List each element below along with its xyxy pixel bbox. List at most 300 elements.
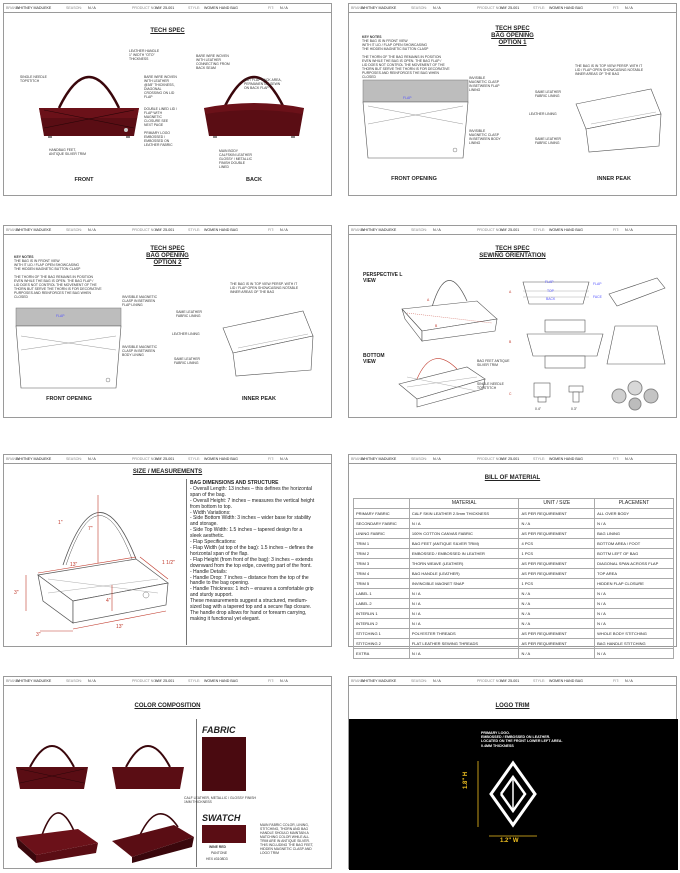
logo-desc-line: LOCATED ON THE FRONT LOWER LEFT AREA. (481, 739, 563, 744)
logo-desc-line: EMBOSSED / EMBOSSED ON LEATHER. (481, 735, 551, 740)
note-line: LID DOES NOT CONTROL THE MOVEMENT OF THE (14, 283, 97, 287)
fit-key: FIT: (613, 679, 619, 683)
product-key: PRODUCT NO.: (477, 6, 504, 10)
label-leather-lining: LEATHER LINING (529, 112, 557, 116)
table-cell: N / A (595, 599, 674, 609)
product-key: PRODUCT NO.: (132, 457, 159, 461)
dim-side-height: 3" (14, 590, 19, 596)
bom-header-cell: UNIT / SIZE (519, 499, 595, 509)
product-value: WM' 25-001 (155, 679, 175, 683)
fabric-sample (202, 737, 246, 791)
dim-foot-height: 0.3" (571, 407, 577, 411)
perspective-bag-sketch (397, 269, 502, 344)
swatch-color-name: WINE RED (209, 845, 226, 849)
marker-a: A (427, 298, 430, 302)
sheet-subtitle: SEWING ORIENTATION (479, 253, 546, 259)
bom-header-row (354, 499, 674, 509)
table-cell: 1 PCS (519, 549, 595, 559)
label-logo: PRIMARY LOGO EMBOSSED / EMBOSSED ON LEATHER FABRIC (144, 131, 173, 147)
measurement-line: - Width Variations: (190, 509, 231, 516)
dim-foot-width: 0.4" (535, 407, 541, 411)
bottom-bag-sketch (397, 349, 487, 409)
season-value: N / A (433, 6, 441, 10)
label-invisible-clasp: INVISIBLE MAGNETIC CLASP IN BETWEEN FLAP LINING (122, 295, 158, 307)
note-line: WITH IT LID / FLAP OPEN SHOWCASING (14, 263, 80, 267)
measurement-line: span of the bag. (190, 491, 226, 498)
sheet-title: TECH SPEC (150, 28, 185, 34)
table-cell: FLAT LEATHER SEWING THREADS (409, 639, 519, 649)
label-pattern-flap: FLAP (545, 280, 554, 284)
sheet-logo-trim (348, 676, 677, 869)
table-cell: TOP AREA (595, 569, 674, 579)
logo-height-dimension (475, 759, 481, 829)
sheet-tech-spec (3, 3, 332, 196)
measurement-line: - Handle Thickness: 1 inch – ensures a comfortable grip (190, 586, 314, 593)
sheet-header (4, 4, 331, 13)
measurement-line: horizontal span of the flap. (190, 550, 249, 557)
fit-key: FIT: (268, 679, 274, 683)
table-cell: N / A (595, 609, 674, 619)
product-value: WM' 25-001 (500, 6, 520, 10)
style-value: WOMEN HAND BAG (549, 679, 583, 683)
dim-side-width: 3" (36, 632, 41, 638)
style-value: WOMEN HAND BAG (549, 228, 583, 232)
season-value: N / A (433, 679, 441, 683)
note-line: THE THORN OF THE BAG REMAINS IN POSITION (14, 275, 93, 279)
season-value: N / A (88, 6, 96, 10)
style-value: WOMEN HAND BAG (204, 228, 238, 232)
brand-value: WHITNEY MADUEKE (16, 6, 52, 10)
table-cell: N / A (595, 589, 674, 599)
note-line: THE THORN OF THE BAG REMAINS IN POSITION (362, 55, 441, 59)
table-cell: N / A (409, 519, 519, 529)
marker-b-pattern: B (509, 340, 512, 344)
measurement-line: and storage. (190, 521, 218, 528)
table-cell: N / A (409, 619, 519, 629)
brand-value: WHITNEY MADUEKE (361, 6, 397, 10)
note-line: KEY NOTES (14, 255, 34, 259)
season-value: N / A (88, 228, 96, 232)
label-flap: FLAP (403, 96, 412, 100)
label-same-leather: SAME LEATHER FABRIC LINING (535, 90, 561, 98)
caption-bottom-view: BOTTOM VIEW (363, 353, 385, 365)
note-line: THE HIDDEN MAGNETIC BUTTON CLASP (362, 47, 429, 51)
fit-value: N / A (625, 228, 633, 232)
note-line: THE BAG IS IN FRONT VIEW (362, 39, 408, 43)
product-key: PRODUCT NO.: (132, 6, 159, 10)
brand-key: BRAND: (6, 679, 20, 683)
product-value: WM' 25-001 (500, 228, 520, 232)
brand-value: WHITNEY MADUEKE (361, 228, 397, 232)
label-inner-note: THE BAG IS IN TOP VIEW PERSP. WITH IT LID / FLAP OPEN SHOWCASING NOTABLE INNER AREAS OF THE BAG (230, 282, 299, 294)
note-line: LID DOES NOT CONTROL THE MOVEMENT OF THE (362, 63, 445, 67)
note-line: CLOSED (14, 295, 28, 299)
style-key: STYLE: (533, 228, 546, 232)
season-key: SEASON: (66, 6, 82, 10)
fit-key: FIT: (613, 457, 619, 461)
fabric-heading: FABRIC (202, 725, 236, 735)
table-cell: N / A (595, 649, 674, 659)
sheet-header (4, 677, 331, 686)
measurement-line: - Handle Details: (190, 568, 227, 575)
product-key: PRODUCT NO.: (132, 228, 159, 232)
table-cell: 100% COTTON CANVAS FABRIC (409, 529, 519, 539)
fit-value: N / A (625, 6, 633, 10)
table-cell: N / A (409, 609, 519, 619)
color-bag-back (108, 737, 188, 793)
label-double-lined: DOUBLE LINED LID / FLAP WITH MAGNETIC CLOSURE SEE NEXT PAGE (144, 107, 177, 127)
label-invisible-clasp-body: INVISIBLE MAGNETIC CLASP IN BETWEEN BODY LINING (122, 345, 158, 357)
table-cell: TRIM 1 (354, 539, 410, 549)
fit-value: N / A (280, 228, 288, 232)
dim-handle-thickness: 1" (58, 520, 63, 526)
label-feet: HANDBAG FEET, ANTIQUE SILVER TRIM (49, 148, 86, 156)
style-key: STYLE: (533, 457, 546, 461)
table-row (354, 599, 674, 609)
measurement-bag-sketch (18, 483, 178, 643)
style-key: STYLE: (533, 679, 546, 683)
note-line: KEY NOTES (362, 35, 382, 39)
label-needle: SINGLE NEEDLE TOPSTITCH (477, 382, 504, 390)
fabric-description: CALF LEATHER, METALLIC / GLOSSY FINISH 1MM THICKNESS (184, 796, 256, 804)
measurement-line: downward from the top edge, covering part of the front. (190, 562, 312, 569)
table-cell: 4 PCS (519, 539, 595, 549)
swatch-hex: HEX #3108D3 (206, 857, 228, 861)
style-value: WOMEN HAND BAG (549, 457, 583, 461)
sheet-sewing-orientation (348, 225, 677, 418)
table-cell: AS PER REQUIREMENT (519, 509, 595, 519)
bom-header-cell (354, 499, 410, 509)
table-cell: AS PER REQUIREMENT (519, 629, 595, 639)
measurement-line: from bottom to top. (190, 503, 232, 510)
bom-header-cell: PLACEMENT (595, 499, 674, 509)
table-cell: LINING FABRIC (354, 529, 410, 539)
label-leather-lining: LEATHER LINING (172, 332, 200, 336)
label-handle: LEATHER HANDLE 1" WIDTH "OTO" THICKNESS (129, 49, 160, 61)
inner-peak-illustration (571, 84, 666, 154)
sheet-title: TECH SPEC (495, 246, 530, 252)
measurement-line: - Side Top Width: 1.5 inches – tapered design for a (190, 527, 303, 534)
sheet-option: OPTION 2 (153, 260, 182, 266)
table-cell: INTERLIN 1 (354, 609, 410, 619)
bom-table (353, 498, 674, 659)
dim-handle-drop: 7" (88, 526, 93, 532)
note-line: CLOSED (362, 75, 376, 79)
caption-perspective-view: PERSPECTIVE L VIEW (363, 272, 403, 284)
table-row (354, 549, 674, 559)
fit-key: FIT: (613, 6, 619, 10)
label-invisible-clasp: INVISIBLE MAGNETIC CLASP IN BETWEEN FLAP LINING (469, 76, 500, 92)
dim-flap-width: 1 1/2" (162, 560, 175, 566)
product-key: PRODUCT NO.: (477, 457, 504, 461)
table-row (354, 619, 674, 629)
measurement-line: and sturdy support. (190, 592, 233, 599)
season-key: SEASON: (66, 679, 82, 683)
label-pattern-face: FACE (593, 295, 602, 299)
caption-inner-peak: INNER PEAK (597, 176, 631, 182)
table-cell: LABEL 1 (354, 589, 410, 599)
style-value: WOMEN HAND BAG (204, 679, 238, 683)
table-cell: AS PER REQUIREMENT (519, 639, 595, 649)
fit-key: FIT: (268, 6, 274, 10)
measurement-heading: BAG DIMENSIONS AND STRUCTURE (190, 480, 279, 486)
label-pattern-top: TOP (547, 289, 554, 293)
brand-value: WHITNEY MADUEKE (361, 679, 397, 683)
sheet-title: BILL OF MATERIAL (484, 475, 541, 481)
table-cell: N / A (519, 519, 595, 529)
table-cell: TRIM 3 (354, 559, 410, 569)
note-line: THORN BUT SERVE THE THORN IS FOR DECORATIVE (14, 287, 102, 291)
table-cell: BAG HANDLE (LEATHER) (409, 569, 519, 579)
measurement-line: - Flap Width (at top of the bag): 1.5 inches – defines the (190, 544, 314, 551)
table-row (354, 639, 674, 649)
table-cell: LABEL 2 (354, 599, 410, 609)
measurement-line: - Handle Drop: 7 inches – distance from the top of the (190, 574, 309, 581)
table-row (354, 509, 674, 519)
note-line: THE BAG IS IN FRONT VIEW (14, 259, 60, 263)
product-key: PRODUCT NO.: (477, 679, 504, 683)
sheet-bag-opening-2 (3, 225, 332, 418)
table-row (354, 609, 674, 619)
table-cell: INVINCIBLE MAGNET SNAP (409, 579, 519, 589)
product-value: WM' 25-001 (155, 228, 175, 232)
measurement-line: handle to the bag opening. (190, 580, 250, 587)
logo-desc-line: 0.4MM THICKNESS (481, 743, 514, 748)
sheet-header (4, 455, 331, 464)
color-bag-perspective (12, 805, 102, 865)
table-row (354, 519, 674, 529)
season-key: SEASON: (411, 457, 427, 461)
table-cell: TRIM 4 (354, 569, 410, 579)
sheet-header (349, 677, 676, 686)
table-cell: WHOLE BODY STITCHING (595, 629, 674, 639)
table-cell: N / A (595, 519, 674, 529)
measurement-line: - Overall Length: 13 inches – this defines the horizontal (190, 485, 313, 492)
product-value: WM' 25-001 (500, 457, 520, 461)
label-wire: BARE WIRE WOVEN WITH LEATHER @3/8" THICKNESS, DIAGONAL CROSSING ON LID FLAP (144, 75, 177, 99)
dim-top-length: 13" (70, 562, 78, 568)
metal-feet-photo (607, 378, 667, 412)
table-cell: N / A (519, 599, 595, 609)
brand-key: BRAND: (351, 6, 365, 10)
table-cell: ALL OVER BODY (595, 509, 674, 519)
label-same-leather-2: SAME LEATHER FABRIC LINING (535, 137, 561, 145)
sheet-title: COLOR COMPOSITION (134, 703, 201, 709)
sheet-header (349, 4, 676, 13)
season-value: N / A (88, 457, 96, 461)
product-value: WM' 25-001 (155, 457, 175, 461)
fit-key: FIT: (613, 228, 619, 232)
table-row (354, 649, 674, 659)
label-inner-note: THE BAG IS IN TOP VIEW PERSP. WITH IT LID / FLAP OPEN SHOWCASING NOTABLE INNER AREAS OF THE BAG (575, 64, 644, 76)
style-key: STYLE: (188, 6, 201, 10)
table-row (354, 559, 674, 569)
sheet-title: SIZE / MEASUREMENTS (132, 469, 203, 475)
table-cell: HIDDEN FLAP CLOSURE (595, 579, 674, 589)
note-line: WITH IT LID / FLAP OPEN SHOWCASING (362, 43, 428, 47)
sheet-title: LOGO TRIM (495, 703, 530, 709)
season-value: N / A (88, 679, 96, 683)
product-key: PRODUCT NO.: (477, 228, 504, 232)
sheet-header (349, 455, 676, 464)
measurement-line: sleek aesthetic. (190, 533, 225, 540)
table-row (354, 569, 674, 579)
label-needle: SINGLE NEEDLE TOPSTITCH (20, 75, 47, 83)
brand-value: WHITNEY MADUEKE (361, 457, 397, 461)
brand-key: BRAND: (351, 228, 365, 232)
season-key: SEASON: (411, 679, 427, 683)
sheet-subtitle: BAG OPENING (146, 253, 189, 259)
table-cell: AS PER REQUIREMENT (519, 559, 595, 569)
dim-flap-height: 4" (106, 598, 111, 604)
style-key: STYLE: (188, 228, 201, 232)
table-cell: STITCHING 2 (354, 639, 410, 649)
table-cell: N / A (409, 599, 519, 609)
measurement-line: - Side Bottom Width: 3 inches – wider base for stability (190, 515, 311, 522)
table-cell: N / A (519, 649, 595, 659)
table-cell: BAG HANDLE STITCHING (595, 639, 674, 649)
brand-key: BRAND: (351, 679, 365, 683)
sheet-bill-of-material (348, 454, 677, 656)
logo-mark-icon (487, 759, 539, 829)
marker-c: C (509, 392, 512, 396)
fit-value: N / A (625, 457, 633, 461)
brand-key: BRAND: (6, 457, 20, 461)
swatch-color (202, 825, 246, 843)
table-cell: BOTTOM AREA / FOOT (595, 539, 674, 549)
caption-front-opening: FRONT OPENING (46, 396, 92, 402)
brand-key: BRAND: (6, 228, 20, 232)
measurement-line: The handle drop allows for hand or forearm carrying, (190, 609, 307, 616)
pattern-side (605, 324, 667, 368)
table-cell: BOTTM LEFT OF BAG (595, 549, 674, 559)
fit-key: FIT: (268, 457, 274, 461)
brand-value: WHITNEY MADUEKE (16, 228, 52, 232)
bom-header-cell: MATERIAL (409, 499, 519, 509)
fit-value: N / A (280, 457, 288, 461)
label-flap: FLAP (56, 314, 65, 318)
sheet-header (349, 226, 676, 235)
table-cell: SECONDARY FABRIC (354, 519, 410, 529)
label-invisible-clasp-body: INVISIBLE MAGNETIC CLASP IN BETWEEN BODY LINING (469, 129, 501, 145)
sheet-color-composition (3, 676, 332, 869)
front-opening-illustration (16, 308, 121, 390)
pattern-roll (607, 274, 667, 310)
logo-height-label: 1.8" H (463, 771, 469, 789)
season-value: N / A (433, 228, 441, 232)
sheet-subtitle: BAG OPENING (491, 33, 534, 39)
color-bag-front (12, 737, 92, 793)
table-cell: TRIM 2 (354, 549, 410, 559)
table-cell: INTERLIN 2 (354, 619, 410, 629)
logo-description (481, 731, 591, 748)
table-cell: DIAGONAL SPAN ACROSS FLAP (595, 559, 674, 569)
table-cell: N / A (595, 619, 674, 629)
sheet-title: TECH SPEC (495, 26, 530, 32)
fit-value: N / A (280, 6, 288, 10)
fit-key: FIT: (268, 228, 274, 232)
note-line: THE HIDDEN MAGNETIC BUTTON CLASP (14, 267, 81, 271)
note-line: EVEN WHILE THE BAG IS OPEN. THE BAG FLAP / (14, 279, 94, 283)
table-cell: POLYESTER THREADS (409, 629, 519, 639)
key-notes (362, 35, 482, 79)
table-cell: AS PER REQUIREMENT (519, 529, 595, 539)
front-bag-illustration (34, 56, 144, 146)
style-key: STYLE: (533, 6, 546, 10)
measurement-line: sized bag with a tapered top and a secure flap closure. (190, 604, 312, 611)
logo-desc-line: PRIMARY LOGO. (481, 731, 510, 735)
bag-foot-sketch (529, 379, 555, 405)
table-cell: BAG FEET (ANTIQUE SILVER TRIM) (409, 539, 519, 549)
season-value: N / A (433, 457, 441, 461)
caption-inner-peak: INNER PEAK (242, 396, 276, 402)
bag-foot-side-sketch (567, 384, 587, 406)
table-cell: BAG LINING (595, 529, 674, 539)
measurement-line: These measurements suggest a structured, medium- (190, 598, 308, 605)
label-pattern-flap-2: FLAP (593, 282, 602, 286)
style-key: STYLE: (188, 679, 201, 683)
swatch-pantone: PANTONE (211, 851, 228, 855)
caption-back: BACK (246, 177, 262, 183)
brand-value: WHITNEY MADUEKE (16, 679, 52, 683)
table-cell: TRIM 5 (354, 579, 410, 589)
sheet-title: TECH SPEC (150, 246, 185, 252)
brand-key: BRAND: (351, 457, 365, 461)
product-value: WM' 25-001 (500, 679, 520, 683)
product-value: WM' 25-001 (155, 6, 175, 10)
sheet-header (4, 226, 331, 235)
table-cell: 1 PCS (519, 579, 595, 589)
measurement-line: - Overall Height: 7 inches – measures the vertical height (190, 497, 315, 504)
table-row (354, 629, 674, 639)
label-feet: BAG FEET ANTIQUE SILVER TRIM (477, 359, 510, 367)
season-key: SEASON: (66, 457, 82, 461)
swatch-heading: SWATCH (202, 813, 241, 823)
logo-width-label: 1.2" W (500, 838, 519, 844)
fit-value: N / A (280, 679, 288, 683)
style-value: WOMEN HAND BAG (549, 6, 583, 10)
sheet-size-measurements (3, 454, 332, 647)
table-cell: N / A (409, 589, 519, 599)
season-key: SEASON: (411, 228, 427, 232)
sheet-option: OPTION 1 (498, 40, 527, 46)
caption-front: FRONT (74, 177, 94, 183)
season-key: SEASON: (411, 6, 427, 10)
measurement-line: - Flap Height (from front of the bag): 3 inches – extends (190, 556, 313, 563)
pattern-flap (521, 278, 591, 308)
color-bag-bottom (108, 805, 198, 865)
dim-bottom-length: 13" (116, 624, 124, 630)
table-cell: EMBOSSED / EMBOSSED IN LEATHER (409, 549, 519, 559)
table-row (354, 579, 674, 589)
table-row (354, 589, 674, 599)
marker-b: B (435, 324, 438, 328)
table-cell: N / A (519, 589, 595, 599)
fit-value: N / A (625, 679, 633, 683)
inner-peak-illustration (218, 306, 318, 378)
marker-a-pattern: A (509, 290, 512, 294)
table-cell: N / A (519, 609, 595, 619)
label-same-leather-2: SAME LEATHER FABRIC LINING (174, 357, 200, 365)
label-same-leather: SAME LEATHER FABRIC LINING (176, 310, 202, 318)
caption-front-opening: FRONT OPENING (391, 176, 437, 182)
table-cell: THORN WEAVE (LEATHER) (409, 559, 519, 569)
note-line: PURPOSES AND REINFORCES THE BAG WHEN (362, 71, 439, 75)
note-line: THORN BUT SERVE THE THORN IS FOR DECORATIVE (362, 67, 450, 71)
key-notes (14, 255, 134, 299)
style-value: WOMEN HAND BAG (204, 457, 238, 461)
front-opening-illustration (363, 80, 468, 160)
